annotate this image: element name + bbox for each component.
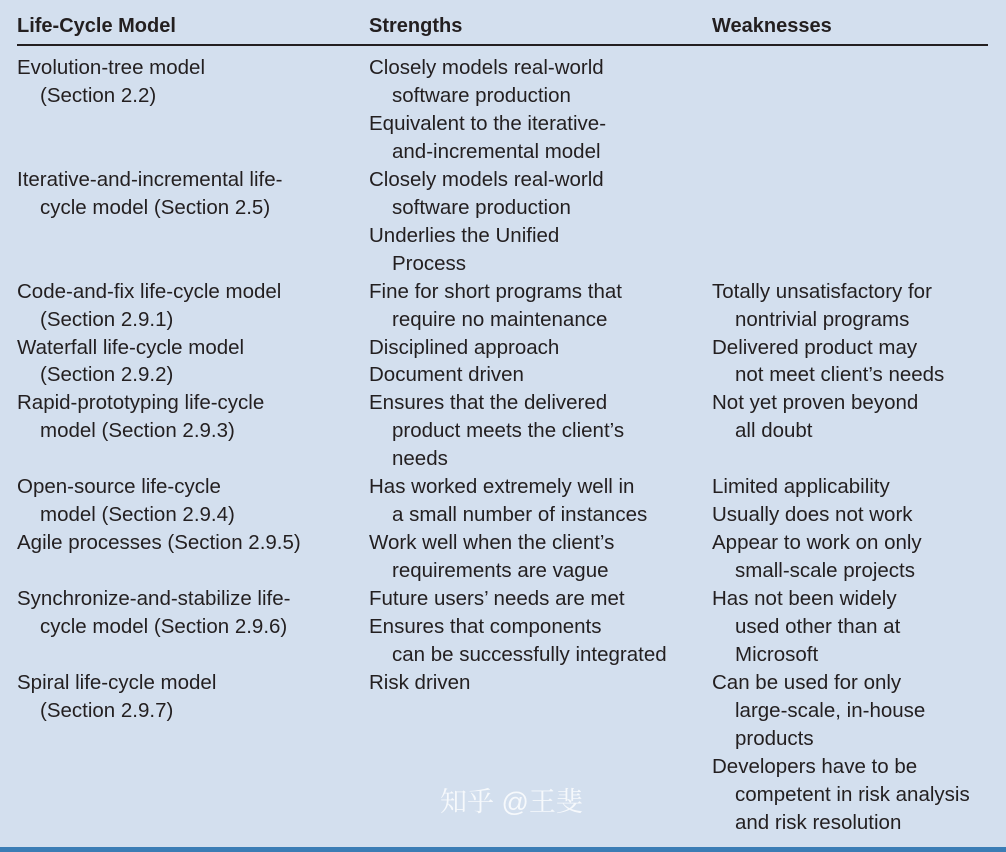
weaknesses-text-line: Microsoft: [735, 643, 819, 667]
weaknesses-cell: [712, 669, 992, 837]
model-cell: [17, 389, 369, 473]
model-text-line: model (Section 2.9.3): [40, 419, 235, 443]
model-text-line: cycle model (Section 2.9.6): [40, 615, 288, 639]
model-text-line: Waterfall life-cycle model: [17, 335, 245, 359]
weaknesses-cell: [712, 278, 992, 334]
table-row: [0, 334, 1006, 390]
strengths-cell: [369, 473, 712, 529]
weaknesses-cell: [712, 473, 992, 529]
strengths-text-line: product meets the client’s: [392, 419, 625, 443]
model-text-line: Rapid-prototyping life-cycle: [17, 391, 265, 415]
weaknesses-text-line: used other than at: [735, 615, 901, 639]
model-cell: [17, 529, 369, 585]
strengths-text-line: Closely models real-world: [369, 56, 604, 79]
weaknesses-text-line: competent in risk analysis: [735, 782, 970, 806]
watermark: 知乎 @王斐: [440, 787, 583, 817]
weaknesses-text-line: Developers have to be: [712, 754, 918, 778]
model-text-line: Agile processes (Section 2.9.5): [17, 531, 301, 555]
strengths-text-line: Underlies the Unified: [369, 223, 560, 247]
strengths-text-line: require no maintenance: [392, 307, 608, 331]
strengths-text-line: Equivalent to the iterative-: [369, 111, 607, 135]
weaknesses-text-line: products: [735, 726, 814, 750]
model-text-line: (Section 2.2): [40, 83, 157, 107]
strengths-text-line: Has worked extremely well in: [369, 475, 635, 499]
strengths-text-line: Ensures that components: [369, 615, 602, 639]
model-cell: [17, 473, 369, 529]
weaknesses-text-line: Delivered product may: [712, 335, 918, 359]
model-text-line: (Section 2.9.2): [40, 363, 174, 387]
model-text-line: (Section 2.9.7): [40, 698, 174, 722]
table-row: [0, 473, 1006, 529]
weaknesses-text-line: not meet client’s needs: [735, 363, 945, 387]
weaknesses-cell: [712, 389, 992, 473]
strengths-text-line: Risk driven: [369, 670, 471, 694]
weaknesses-text-line: all doubt: [735, 419, 813, 443]
table-body: [0, 54, 1006, 837]
weaknesses-text-line: Has not been widely: [712, 587, 897, 611]
weaknesses-text-line: Limited applicability: [712, 475, 890, 499]
strengths-text-line: software production: [392, 195, 571, 219]
strengths-text-line: can be successfully integrated: [392, 643, 667, 667]
table-row: [0, 529, 1006, 585]
header-weaknesses: Weaknesses: [712, 15, 832, 37]
model-text-line: Evolution-tree model: [17, 56, 206, 79]
model-cell: [17, 166, 369, 278]
strengths-text-line: needs: [392, 447, 448, 471]
model-text-line: Spiral life-cycle model: [17, 670, 217, 694]
model-text-line: Open-source life-cycle: [17, 475, 221, 499]
strengths-text-line: Future users’ needs are met: [369, 587, 625, 611]
weaknesses-text-line: nontrivial programs: [735, 307, 910, 331]
header-life-cycle-model: Life-Cycle Model: [17, 15, 176, 37]
strengths-cell: [369, 54, 712, 166]
strengths-cell: [369, 166, 712, 278]
weaknesses-text-line: Not yet proven beyond: [712, 391, 919, 415]
model-cell: [17, 278, 369, 334]
weaknesses-cell: [712, 166, 992, 278]
strengths-cell: [369, 278, 712, 334]
strengths-text-line: requirements are vague: [392, 559, 609, 583]
weaknesses-text-line: and risk resolution: [735, 810, 902, 834]
strengths-text-line: software production: [392, 83, 571, 107]
strengths-cell: [369, 389, 712, 473]
model-cell: [17, 334, 369, 390]
strengths-cell: [369, 334, 712, 390]
weaknesses-cell: [712, 334, 992, 390]
strengths-text-line: Work well when the client’s: [369, 531, 615, 555]
model-text-line: model (Section 2.9.4): [40, 503, 235, 527]
model-text-line: (Section 2.9.1): [40, 307, 174, 331]
weaknesses-text-line: Totally unsatisfactory for: [712, 279, 932, 303]
strengths-text-line: Fine for short programs that: [369, 279, 622, 303]
strengths-text-line: a small number of instances: [392, 503, 648, 527]
model-cell: [17, 54, 369, 166]
weaknesses-cell: [712, 529, 992, 585]
weaknesses-text-line: Appear to work on only: [712, 531, 922, 555]
strengths-text-line: Process: [392, 251, 467, 275]
weaknesses-text-line: Usually does not work: [712, 503, 913, 527]
strengths-text-line: and-incremental model: [392, 139, 601, 163]
model-text-line: Synchronize-and-stabilize life-: [17, 587, 291, 611]
model-text-line: Iterative-and-incremental life-: [17, 167, 283, 191]
header-strengths: Strengths: [369, 15, 463, 37]
weaknesses-cell: [712, 54, 992, 166]
strengths-cell: [369, 585, 712, 669]
model-cell: [17, 585, 369, 669]
model-text-line: Code-and-fix life-cycle model: [17, 279, 282, 303]
table-row: [0, 278, 1006, 334]
weaknesses-text-line: Can be used for only: [712, 670, 902, 694]
strengths-text-line: Closely models real-world: [369, 167, 604, 191]
header-rule: [17, 44, 988, 46]
model-cell: [17, 669, 369, 837]
model-text-line: cycle model (Section 2.5): [40, 195, 271, 219]
table-row: [0, 585, 1006, 669]
table-row: [0, 54, 1006, 166]
bottom-border: [0, 847, 1006, 852]
strengths-text-line: Disciplined approach: [369, 335, 560, 359]
strengths-cell: [369, 529, 712, 585]
table-row: [0, 389, 1006, 473]
strengths-text-line: Ensures that the delivered: [369, 391, 608, 415]
table-row: [0, 166, 1006, 278]
weaknesses-text-line: large-scale, in-house: [735, 698, 926, 722]
weaknesses-text-line: small-scale projects: [735, 559, 915, 583]
strengths-text-line: Document driven: [369, 363, 524, 387]
weaknesses-cell: [712, 585, 992, 669]
